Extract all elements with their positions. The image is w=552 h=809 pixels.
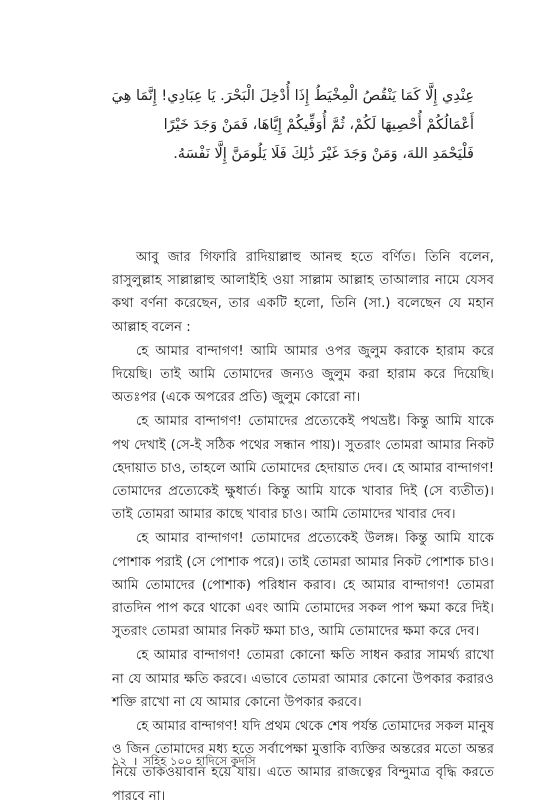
bengali-translation [112, 246, 494, 809]
paragraph-narration: আবু জার গিফারি রাদিয়াল্লাহু আনহু হতে বর্ণিত। তিনি বলেন, রাসুলুল্লাহ সাল্লাল্লাহু আলাইহি ওয়া সাল্লাম আল্লাহ তাআলার নামে যেসব কথা বর্ণনা করেছেন, তার একটি হলো, তিনি (সা.) বলেছেন যে মহান আল্লাহ বলেন : [112, 250, 494, 335]
page-footer [112, 753, 262, 772]
arabic-line-3: فَلْيَحْمَدِ اللهَ، وَمَنْ وَجَدَ غَيْرَ ذَٰلِكَ فَلَا يَلُومَنَّ إِلَّا نَفْسَهُ. [173, 146, 474, 162]
paragraph-clothing-forgiveness: হে আমার বান্দাগণ! তোমাদের প্রত্যেকেই উলঙ্গ। কিন্তু আমি যাকে পোশাক পরাই (সে পোশাক পরে)। তাই তোমরা আমার নিকট পোশাক চাও। আমি তোমাদের (পোশাক) পরিধান করাব। হে আমার বান্দাগণ! তোমরা রাতদিন পাপ করে থাকো এবং আমি তোমাদের সকল পাপ ক্ষমা করে দিই। সুতরাং তোমরা আমার নিকট ক্ষমা চাও, আমি তোমাদের ক্ষমা করে দেব। [112, 531, 494, 640]
paragraph-guidance-food: হে আমার বান্দাগণ! তোমাদের প্রত্যেকেই পথভ্রষ্ট। কিন্তু আমি যাকে পথ দেখাই (সে-ই সঠিক পথের সন্ধান পায়)। সুতরাং তোমরা আমার নিকট হেদায়াত চাও, তাহলে আমি তোমাদের হেদায়াত দেব। হে আমার বান্দাগণ! তোমাদের প্রত্যেকেই ক্ষুধার্ত। কিন্তু আমি যাকে খাবার দিই (সে ব্যতীত)। তাই তোমরা আমার কাছে খাবার চাও। আমি তোমাদের খাবার দেব। [112, 414, 494, 523]
page-number: ১২ [112, 754, 127, 768]
arabic-line-2: أَعْمَالُكُمْ أُحْصِيهَا لَكُمْ، ثُمَّ أُوَفِّيكُمْ إِيَّاهَا، فَمَنْ وَجَدَ خَيْرًا [163, 117, 474, 133]
footer-separator: । [132, 754, 138, 768]
paragraph-harm-benefit: হে আমার বান্দাগণ! তোমরা কোনো ক্ষতি সাধন করার সামর্থ্য রাখো না যে আমার ক্ষতি করবে। এভাবে তোমরা আমার কোনো উপকার করারও শক্তি রাখো না যে আমার কোনো উপকার করবে। [112, 648, 494, 710]
arabic-hadith-text [111, 82, 474, 169]
book-title: সহিহ ১০০ হাদিসে কুদসি [143, 754, 256, 768]
paragraph-kingdom: হে আমার বান্দাগণ! যদি প্রথম থেকে শেষ পর্যন্ত তোমাদের সকল মানুষ ও জিন তোমাদের মধ্য হতে সর্বাপেক্ষা মুত্তাকি ব্যক্তির অন্তরের মতো অন্তর নিয়ে তাকওয়াবান হয়ে যায়। এতে আমার রাজত্বের বিন্দুমাত্র বৃদ্ধি করতে পারবে না। [112, 719, 494, 804]
paragraph-injustice: হে আমার বান্দাগণ! আমি আমার ওপর জুলুম করাকে হারাম করে দিয়েছি। তাই আমি তোমাদের জন্যও জুলুম করা হারাম করে দিয়েছি। অতঃপর (একে অপরের প্রতি) জুলুম কোরো না। [112, 343, 494, 406]
arabic-line-1: عِنْدِي إِلَّا كَمَا يَنْقُصُ الْمِخْيَطُ إِذَا أُدْخِلَ الْبَحْرَ. يَا عِبَادِي! إِنَّمَا هِيَ [111, 88, 474, 104]
